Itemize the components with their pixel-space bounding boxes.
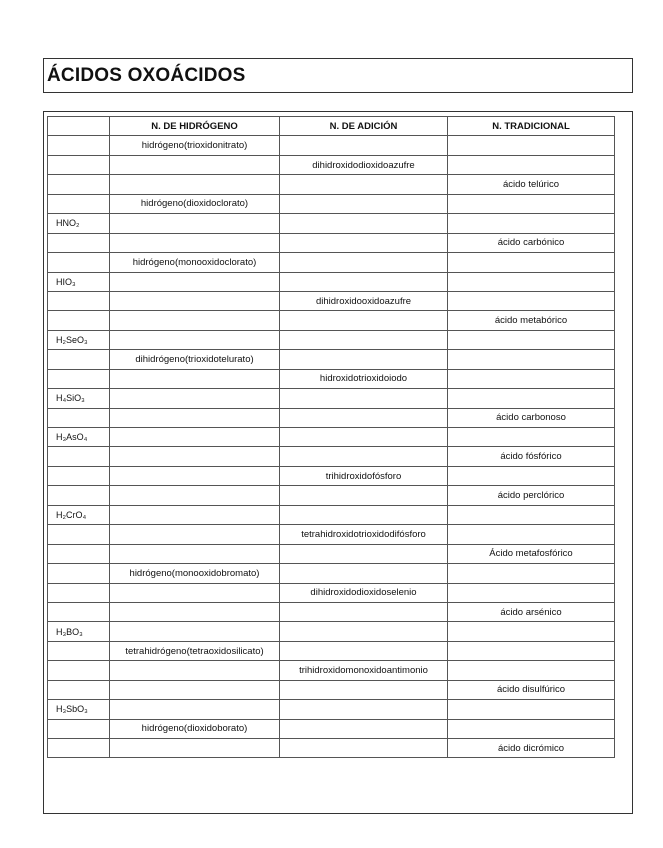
cell-hydrogen-name[interactable] xyxy=(110,311,280,330)
cell-traditional-name[interactable] xyxy=(448,700,615,719)
cell-traditional-name[interactable] xyxy=(448,661,615,680)
table-row xyxy=(48,700,615,719)
header-row xyxy=(48,117,615,136)
table-row xyxy=(48,350,615,369)
table-row xyxy=(48,622,615,641)
cell-addition-name[interactable] xyxy=(280,311,448,330)
cell-addition-name[interactable] xyxy=(280,253,448,272)
cell-addition-name[interactable]: dihidroxidodioxidoselenio xyxy=(280,583,448,602)
table-row xyxy=(48,525,615,544)
cell-formula[interactable] xyxy=(48,194,110,213)
cell-hydrogen-name[interactable] xyxy=(110,505,280,524)
cell-formula[interactable] xyxy=(48,661,110,680)
cell-hydrogen-name[interactable] xyxy=(110,583,280,602)
table-row xyxy=(48,466,615,485)
cell-addition-name[interactable] xyxy=(280,330,448,349)
cell-traditional-name[interactable] xyxy=(448,564,615,583)
table-row xyxy=(48,136,615,155)
cell-formula[interactable] xyxy=(48,583,110,602)
cell-hydrogen-name[interactable] xyxy=(110,700,280,719)
table-row xyxy=(48,583,615,602)
cell-traditional-name[interactable] xyxy=(448,155,615,174)
table-row xyxy=(48,680,615,699)
cell-hydrogen-name[interactable]: dihidrógeno(trioxidotelurato) xyxy=(110,350,280,369)
cell-traditional-name[interactable] xyxy=(448,136,615,155)
cell-addition-name[interactable] xyxy=(280,505,448,524)
cell-hydrogen-name[interactable]: hidrógeno(monooxidoclorato) xyxy=(110,253,280,272)
table-row xyxy=(48,272,615,291)
table-row xyxy=(48,291,615,310)
cell-formula[interactable]: H₂CrO₄ xyxy=(48,505,110,524)
cell-formula[interactable] xyxy=(48,739,110,758)
cell-hydrogen-name[interactable] xyxy=(110,544,280,563)
cell-addition-name[interactable] xyxy=(280,544,448,563)
table-row xyxy=(48,544,615,563)
table-row xyxy=(48,486,615,505)
cell-addition-name[interactable]: dihidroxidooxidoazufre xyxy=(280,291,448,310)
table-row xyxy=(48,253,615,272)
cell-traditional-name[interactable] xyxy=(448,214,615,233)
cell-formula[interactable] xyxy=(48,466,110,485)
table-row xyxy=(48,739,615,758)
cell-addition-name[interactable] xyxy=(280,622,448,641)
cell-traditional-name[interactable]: ácido arsénico xyxy=(448,602,615,621)
cell-addition-name[interactable]: dihidroxidodioxidoazufre xyxy=(280,155,448,174)
cell-addition-name[interactable] xyxy=(280,350,448,369)
cell-hydrogen-name[interactable] xyxy=(110,661,280,680)
cell-hydrogen-name[interactable] xyxy=(110,175,280,194)
header-traditional-name: N. TRADICIONAL xyxy=(448,117,615,136)
cell-formula[interactable] xyxy=(48,680,110,699)
header-formula xyxy=(48,117,110,136)
table-row xyxy=(48,428,615,447)
page-title: ÁCIDOS OXOÁCIDOS xyxy=(47,65,246,86)
cell-traditional-name[interactable]: ácido fósfórico xyxy=(448,447,615,466)
cell-traditional-name[interactable] xyxy=(448,253,615,272)
cell-formula[interactable]: H₃AsO₄ xyxy=(48,428,110,447)
cell-hydrogen-name[interactable]: hidrógeno(trioxidonitrato) xyxy=(110,136,280,155)
cell-hydrogen-name[interactable] xyxy=(110,291,280,310)
cell-hydrogen-name[interactable] xyxy=(110,486,280,505)
cell-addition-name[interactable] xyxy=(280,272,448,291)
cell-formula[interactable] xyxy=(48,350,110,369)
table-row xyxy=(48,564,615,583)
cell-formula[interactable]: HNO₂ xyxy=(48,214,110,233)
cell-addition-name[interactable] xyxy=(280,233,448,252)
cell-formula[interactable] xyxy=(48,175,110,194)
table-row xyxy=(48,408,615,427)
cell-traditional-name[interactable]: ácido dicrómico xyxy=(448,739,615,758)
cell-traditional-name[interactable]: Ácido metafosfórico xyxy=(448,544,615,563)
cell-formula[interactable]: H₄SiO₃ xyxy=(48,389,110,408)
title-box xyxy=(43,58,633,93)
cell-formula[interactable] xyxy=(48,544,110,563)
cell-formula[interactable] xyxy=(48,155,110,174)
cell-addition-name[interactable] xyxy=(280,428,448,447)
table-row xyxy=(48,175,615,194)
cell-addition-name[interactable] xyxy=(280,447,448,466)
cell-hydrogen-name[interactable] xyxy=(110,525,280,544)
table-row xyxy=(48,233,615,252)
cell-formula[interactable] xyxy=(48,253,110,272)
cell-formula[interactable] xyxy=(48,369,110,388)
cell-addition-name[interactable] xyxy=(280,194,448,213)
cell-formula[interactable] xyxy=(48,602,110,621)
cell-formula[interactable] xyxy=(48,136,110,155)
header-hydrogen-name: N. DE HIDRÓGENO xyxy=(110,117,280,136)
cell-addition-name[interactable] xyxy=(280,214,448,233)
cell-hydrogen-name[interactable] xyxy=(110,622,280,641)
cell-hydrogen-name[interactable] xyxy=(110,602,280,621)
cell-addition-name[interactable]: hidroxidotrioxidoiodo xyxy=(280,369,448,388)
cell-traditional-name[interactable] xyxy=(448,330,615,349)
cell-hydrogen-name[interactable]: hidrógeno(dioxidoclorato) xyxy=(110,194,280,213)
cell-traditional-name[interactable]: ácido carbónico xyxy=(448,233,615,252)
cell-formula[interactable] xyxy=(48,291,110,310)
cell-traditional-name[interactable] xyxy=(448,369,615,388)
cell-hydrogen-name[interactable] xyxy=(110,272,280,291)
cell-traditional-name[interactable]: ácido telúrico xyxy=(448,175,615,194)
table-row xyxy=(48,330,615,349)
cell-hydrogen-name[interactable] xyxy=(110,155,280,174)
cell-hydrogen-name[interactable] xyxy=(110,408,280,427)
cell-addition-name[interactable] xyxy=(280,389,448,408)
acids-table xyxy=(47,116,615,758)
cell-addition-name[interactable] xyxy=(280,641,448,660)
cell-hydrogen-name[interactable] xyxy=(110,739,280,758)
cell-hydrogen-name[interactable] xyxy=(110,428,280,447)
cell-addition-name[interactable] xyxy=(280,602,448,621)
cell-formula[interactable] xyxy=(48,719,110,738)
cell-formula[interactable] xyxy=(48,447,110,466)
cell-traditional-name[interactable] xyxy=(448,291,615,310)
cell-addition-name[interactable] xyxy=(280,175,448,194)
cell-traditional-name[interactable]: ácido metabórico xyxy=(448,311,615,330)
cell-addition-name[interactable] xyxy=(280,680,448,699)
cell-traditional-name[interactable] xyxy=(448,272,615,291)
cell-traditional-name[interactable] xyxy=(448,583,615,602)
cell-traditional-name[interactable] xyxy=(448,719,615,738)
cell-hydrogen-name[interactable] xyxy=(110,389,280,408)
cell-traditional-name[interactable] xyxy=(448,505,615,524)
cell-hydrogen-name[interactable] xyxy=(110,466,280,485)
cell-formula[interactable] xyxy=(48,641,110,660)
cell-addition-name[interactable] xyxy=(280,136,448,155)
cell-traditional-name[interactable] xyxy=(448,194,615,213)
table-row xyxy=(48,311,615,330)
cell-formula[interactable]: H₂SeO₃ xyxy=(48,330,110,349)
cell-hydrogen-name[interactable] xyxy=(110,214,280,233)
cell-traditional-name[interactable]: ácido disulfúrico xyxy=(448,680,615,699)
cell-traditional-name[interactable] xyxy=(448,525,615,544)
cell-traditional-name[interactable]: ácido perclórico xyxy=(448,486,615,505)
table-row xyxy=(48,505,615,524)
table-row xyxy=(48,602,615,621)
cell-formula[interactable] xyxy=(48,233,110,252)
cell-traditional-name[interactable]: ácido carbonoso xyxy=(448,408,615,427)
cell-hydrogen-name[interactable] xyxy=(110,330,280,349)
cell-formula[interactable] xyxy=(48,311,110,330)
table-row xyxy=(48,719,615,738)
cell-formula[interactable] xyxy=(48,525,110,544)
table-row xyxy=(48,661,615,680)
cell-addition-name[interactable]: tetrahidroxidotrioxidodifósforo xyxy=(280,525,448,544)
cell-addition-name[interactable]: trihidroxidomonoxidoantimonio xyxy=(280,661,448,680)
table-row xyxy=(48,369,615,388)
cell-formula[interactable]: HIO₃ xyxy=(48,272,110,291)
cell-addition-name[interactable] xyxy=(280,719,448,738)
cell-traditional-name[interactable] xyxy=(448,622,615,641)
cell-hydrogen-name[interactable] xyxy=(110,369,280,388)
table-frame xyxy=(43,111,633,814)
cell-traditional-name[interactable] xyxy=(448,466,615,485)
cell-hydrogen-name[interactable] xyxy=(110,233,280,252)
cell-traditional-name[interactable] xyxy=(448,641,615,660)
table-row xyxy=(48,214,615,233)
cell-hydrogen-name[interactable] xyxy=(110,447,280,466)
table-row xyxy=(48,194,615,213)
table-row xyxy=(48,155,615,174)
table-body xyxy=(48,136,615,758)
cell-formula[interactable] xyxy=(48,408,110,427)
cell-hydrogen-name[interactable]: hidrógeno(dioxidoborato) xyxy=(110,719,280,738)
cell-addition-name[interactable] xyxy=(280,700,448,719)
cell-traditional-name[interactable] xyxy=(448,428,615,447)
cell-hydrogen-name[interactable]: tetrahidrógeno(tetraoxidosilicato) xyxy=(110,641,280,660)
header-addition-name: N. DE ADICIÓN xyxy=(280,117,448,136)
table-row xyxy=(48,447,615,466)
cell-formula[interactable] xyxy=(48,486,110,505)
cell-addition-name[interactable] xyxy=(280,739,448,758)
cell-formula[interactable] xyxy=(48,564,110,583)
cell-addition-name[interactable] xyxy=(280,486,448,505)
cell-addition-name[interactable] xyxy=(280,408,448,427)
cell-traditional-name[interactable] xyxy=(448,350,615,369)
cell-hydrogen-name[interactable] xyxy=(110,680,280,699)
table-row xyxy=(48,389,615,408)
cell-formula[interactable]: H₃BO₃ xyxy=(48,622,110,641)
table-row xyxy=(48,641,615,660)
cell-addition-name[interactable]: trihidroxidofósforo xyxy=(280,466,448,485)
cell-formula[interactable]: H₃SbO₃ xyxy=(48,700,110,719)
cell-addition-name[interactable] xyxy=(280,564,448,583)
cell-traditional-name[interactable] xyxy=(448,389,615,408)
cell-hydrogen-name[interactable]: hidrógeno(monooxidobromato) xyxy=(110,564,280,583)
